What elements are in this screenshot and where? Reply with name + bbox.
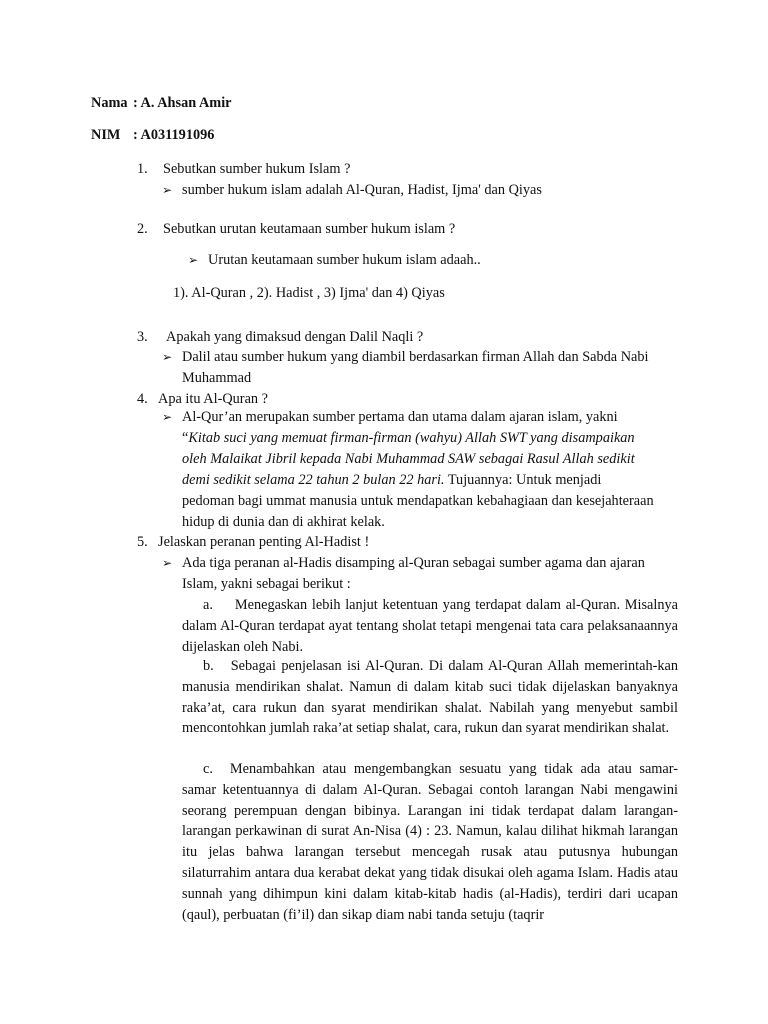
q4-line4-italic: demi sedikit selama 22 tahun 2 bulan 22 hari. (182, 472, 445, 488)
q4-question: Apa itu Al-Quran ? (158, 391, 268, 407)
q5-point-b (182, 656, 678, 739)
q4-line1: Al-Qur’an merupakan sumber pertama dan utama dalam ajaran islam, yakni (182, 409, 618, 425)
q4-line3: oleh Malaikat Jibril kepada Nabi Muhammad SAW sebagai Rasul Allah sedikit (182, 451, 635, 467)
q3-answer-line2: Muhammad (182, 370, 252, 386)
q1-number: 1. (137, 161, 148, 177)
arrow-bullet-icon: ➢ (162, 410, 173, 424)
q3-number: 3. (137, 329, 148, 345)
q1-answer: sumber hukum islam adalah Al-Quran, Hadist, Ijma' dan Qiyas (182, 182, 542, 198)
q2-answer: Urutan keutamaan sumber hukum islam adaah.. (208, 252, 481, 268)
q5-point-a (182, 595, 678, 657)
q4-line2 (182, 428, 635, 449)
q5-point-c (182, 759, 678, 925)
q5-point-a-text: Menegaskan lebih lanjut ketentuan yang terdapat dalam al-Quran. Misalnya dalam Al-Quran terdapat ayat tentang sholat tetapi mengenai tata cara pelaksanaannya dijelaskan oleh Nabi. (182, 597, 678, 655)
nama-label: Nama (91, 95, 128, 111)
arrow-bullet-icon: ➢ (162, 556, 173, 570)
nama-value: : A. Ahsan Amir (133, 95, 232, 111)
q5-point-b-text: Sebagai penjelasan isi Al-Quran. Di dalam Al-Quran Allah memerintah-kan manusia mendirikan shalat. Namun di dalam kitab suci tidak dijelaskan banyaknya raka’at, cara rukun dan syarat mendirikan shalat. Nabilah yang menyebut sambil mencontohkan jumlah raka’at setiap shalat, cara, rukun dan syarat mendirikan shalat. (182, 658, 678, 737)
q5-question: Jelaskan peranan penting Al-Hadist ! (158, 534, 370, 550)
q1-question: Sebutkan sumber hukum Islam ? (163, 161, 351, 177)
q5-point-c-marker: c. (203, 761, 213, 777)
q4-line4-rest: Tujuannya: Untuk menjadi (444, 472, 602, 488)
q2-list: 1). Al-Quran , 2). Hadist , 3) Ijma' dan 4) Qiyas (173, 285, 445, 301)
arrow-bullet-icon: ➢ (188, 253, 199, 267)
arrow-bullet-icon: ➢ (162, 183, 173, 197)
q4-line2-italic: Kitab suci yang memuat firman-firman (wahyu) Allah SWT yang disampaikan (188, 430, 635, 446)
q5-intro-line1: Ada tiga peranan al-Hadis disamping al-Quran sebagai sumber agama dan ajaran (182, 555, 645, 571)
q2-question: Sebutkan urutan keutamaan sumber hukum islam ? (163, 221, 456, 237)
q5-point-a-marker: a. (203, 597, 213, 613)
q4-line5: pedoman bagi ummat manusia untuk mendapatkan kebahagiaan dan kesejahteraan (182, 493, 654, 509)
q5-point-b-marker: b. (203, 658, 214, 674)
q4-line6: hidup di dunia dan di akhirat kelak. (182, 514, 385, 530)
q3-question: Apakah yang dimaksud dengan Dalil Naqli ? (166, 329, 424, 345)
q4-line4 (182, 470, 601, 491)
q4-number: 4. (137, 391, 148, 407)
q5-number: 5. (137, 534, 148, 550)
q2-number: 2. (137, 221, 148, 237)
nim-value: : A031191096 (133, 127, 215, 143)
arrow-bullet-icon: ➢ (162, 350, 173, 364)
q4-open-quote: “ (182, 430, 189, 446)
q5-intro-line2: Islam, yakni sebagai berikut : (182, 576, 351, 592)
q5-point-c-text: Menambahkan atau mengembangkan sesuatu yang tidak ada atau samar-samar ketentuannya di dalam Al-Quran. Sebagai contoh larangan Nabi mengawini seorang perempuan dengan bibinya. Larangan ini tidak terdapat dalam larangan-larangan perkawinan di surat An-Nisa (4) : 23. Namun, kalau dilihat hikmah larangan itu jelas bahwa larangan tersebut mencegah rusak atau putusnya hubungan silaturrahim antara dua kerabat dekat yang tidak disukai oleh agama Islam. Hadis atau sunnah yang dihimpun kini dalam kitab-kitab hadis (al-Hadis), terdiri dari ucapan (qaul), perbuatan (fi’il) dan sikap diam nabi tanda setuju (taqrir (182, 761, 678, 923)
q3-answer-line1: Dalil atau sumber hukum yang diambil berdasarkan firman Allah dan Sabda Nabi (182, 349, 649, 365)
nim-label: NIM (91, 127, 121, 143)
